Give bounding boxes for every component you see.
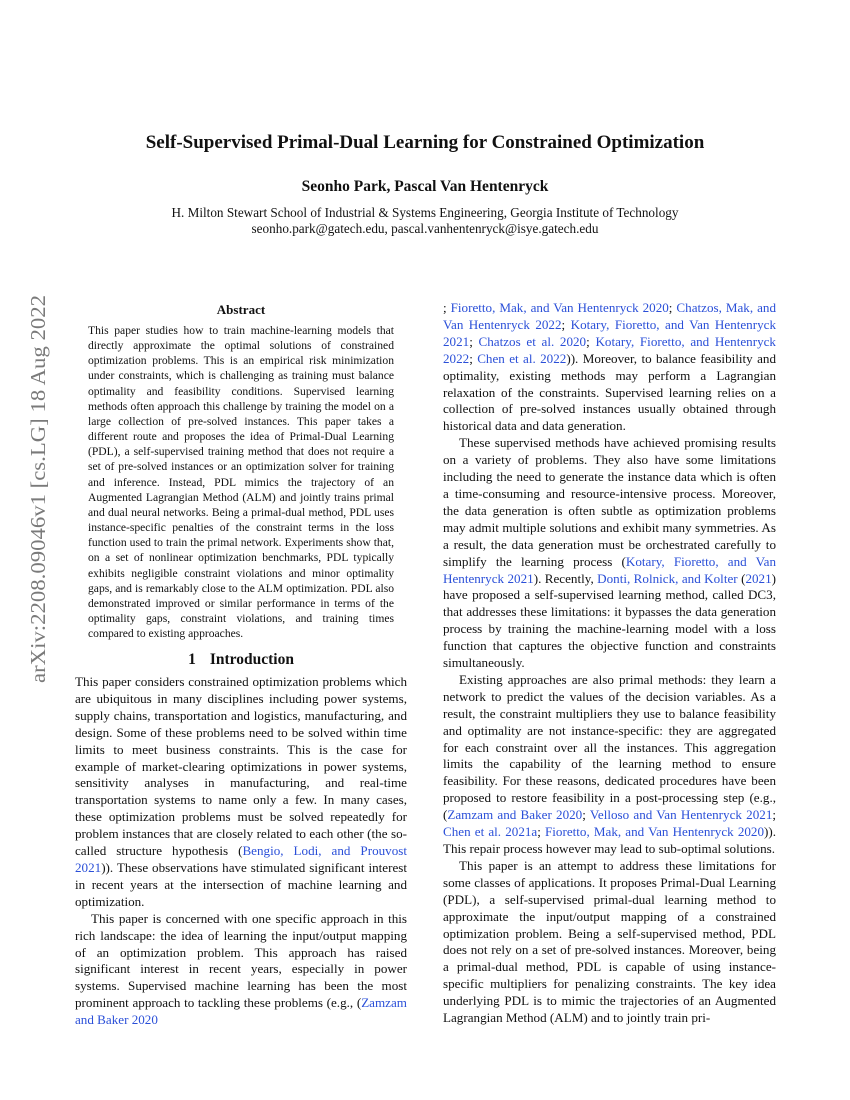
paper-title: Self-Supervised Primal-Dual Learning for Constrained Optimization (145, 132, 705, 153)
arxiv-stamp-text: arXiv:2208.09046v1 [cs.LG] 18 Aug 2022 (26, 316, 50, 683)
citation-link[interactable]: Chatzos et al. 2020 (478, 333, 587, 349)
citation-link[interactable]: Zamzam and Baker 2020 (75, 995, 407, 1028)
citation-link[interactable]: Fioretto, Mak, and Van Hentenryck 2020 (545, 824, 765, 840)
left-column-body (75, 674, 407, 1029)
right-column-body (443, 300, 776, 1027)
citation-link[interactable]: Zamzam and Baker 2020 (447, 807, 583, 823)
citation-link[interactable]: Donti, Rolnick, and Kolter (597, 570, 738, 586)
section-heading-introduction (75, 651, 407, 669)
citation-link[interactable]: Chatzos, Mak, and Van Hentenryck 2022 (443, 300, 777, 332)
citation-link[interactable]: Bengio, Lodi, and Prouvost 2021 (75, 843, 407, 875)
citation-link[interactable]: Chen et al. 2022 (477, 350, 567, 366)
citation-link[interactable]: Kotary, Fioretto, and Van Hentenryck 2021 (443, 316, 776, 349)
arxiv-identifier-stamp (23, 290, 53, 690)
citation-link[interactable]: Velloso and Van Hentenryck 2021 (589, 807, 773, 823)
paper-authors: Seonho Park, Pascal Van Hentenryck (301, 178, 549, 195)
citation-link[interactable]: 2021 (745, 570, 772, 586)
abstract-body: This paper studies how to train machine-learning models that directly approximate the optimal solutions of constrained optimization problems. This is an empirical risk minimization under constraints, which is challenging as training must balance optimality and feasibility conditions. Supervised learning methods often approach this challenge by training the model on a large collection of pre-solved instances. This paper takes a different route and proposes the idea of Primal-Dual Learning (PDL), a self-supervised training method that does not require a set of pre-solved instances or an optimization solver for training and inference. Instead, PDL mimics the trajectory of an Augmented Lagrangian Method (ALM) and jointly trains primal and dual neural networks. Being a primal-dual method, PDL uses instance-specific penalties of the constraint terms in the loss function used to train the primal network. Experiments show that, on a set of nonlinear optimization benchmarks, PDL typically exhibits negligible constraint violations and minor optimality gaps, and is remarkably close to the ALM optimization. PDL also demonstrated improved or similar performance in terms of the optimality gaps, constraint violations, and training times compared to existing approaches. (88, 324, 394, 641)
section-title: Introduction (209, 651, 294, 668)
paragraph-continuation: ; Fioretto, Mak, and Van Hentenryck 2020; Chatzos, Mak, and Van Hentenryck 2022; Kotary, Fioretto, and Van Hentenryck 2021; Chatzos et al. 2020; Kotary, Fioretto, and Hentenryck 2022; Chen et al. 2022)). Moreover, to balance feasibility and optimality, existing methods may perform a Lagrangian relaxation of the constraints. Supervised learning relies on a collection of pre-solved instances usually obtained through historical data and data generation. (443, 300, 777, 434)
paragraph: This paper is concerned with one specific approach in this rich landscape: the idea of learning the input/output mapping of an optimization problem. This approach has raised significant interest in recent years, especially in power systems. Supervised machine learning has been the most prominent approach to tackling these problems (e.g., (Zamzam and Baker 2020 (75, 910, 407, 1028)
paragraph: This paper considers constrained optimization problems which are ubiquitous in many disciplines including power systems, supply chains, transportation and logistics, manufacturing, and design. Some of these problems need to be solved within time limits to meet business constraints. This is the case for example of market-clearing optimizations in power systems, sensitivity analyses in manufacturing, and real-time transportation systems to name only a few. In many cases, these optimization problems must be solved repeatedly for problem instances that are closely related to each other (the so-called structure hypothesis (Bengio, Lodi, and Prouvost 2021)). These observations have stimulated significant interest in recent years at the intersection of machine learning and optimization. (75, 674, 407, 909)
citation-link[interactable]: Fioretto, Mak, and Van Hentenryck 2020 (450, 300, 669, 315)
citation-link[interactable]: Chen et al. 2021a (443, 824, 538, 840)
citation-link[interactable]: Kotary, Fioretto, and Van Hentenryck 2021 (443, 553, 776, 586)
paragraph: These supervised methods have achieved promising results on a variety of problems. They also have some limitations including the need to generate the instance data which is often a time-consuming and resource-intensive process. Moreover, the data generation is often subtle as optimization problems may admit multiple solutions and exhibit many symmetries. As a result, the data generation must be orchestrated carefully to simplify the learning process (Kotary, Fioretto, and Van Hentenryck 2021). Recently, Donti, Rolnick, and Kolter (2021) have proposed a self-supervised learning method, called DC3, that addresses these limitations: it bypasses the data generation process by training the machine-learning model with a loss function that captures the objective function and constraints simultaneously. (443, 435, 776, 671)
author-emails: seonho.park@gatech.edu, pascal.vanhentenryck@isye.gatech.edu (251, 221, 599, 236)
author-affiliation-block (75, 205, 775, 237)
citation-link[interactable]: Kotary, Fioretto, and Hentenryck 2022 (443, 333, 776, 366)
paragraph: This paper is an attempt to address these limitations for some classes of applications. It proposes Primal-Dual Learning (PDL), a self-supervised primal-dual learning method to approximate the input/output mapping of a constrained optimization problem. Being a self-supervised method, PDL does not rely on a set of pre-solved instances. Moreover, being a primal-dual method, PDL is capable of using instance-specific multipliers for penalizing constraints. The key idea underlying PDL is to mimic the trajectories of an Augmented Lagrangian Method (ALM) and to jointly train pri- (443, 857, 776, 1026)
abstract-heading: Abstract (216, 302, 266, 317)
section-number: 1 (188, 651, 196, 668)
paragraph: Existing approaches are also primal methods: they learn a network to predict the values of the decision variables. As a result, the constraint multipliers they use to balance feasibility and optimality are not instance-specific: they are aggregated for each constraint over all the instances. This aggregation limits the capability of the learning method to ensure feasibility. For these reasons, dedicated procedures have been proposed to restore feasibility in a post-processing step (e.g., (Zamzam and Baker 2020; Velloso and Van Hentenryck 2021; Chen et al. 2021a; Fioretto, Mak, and Van Hentenryck 2020)). This repair process however may lead to sub-optimal solutions. (443, 671, 777, 856)
affiliation: H. Milton Stewart School of Industrial & Systems Engineering, Georgia Institute of Technology (171, 205, 679, 220)
